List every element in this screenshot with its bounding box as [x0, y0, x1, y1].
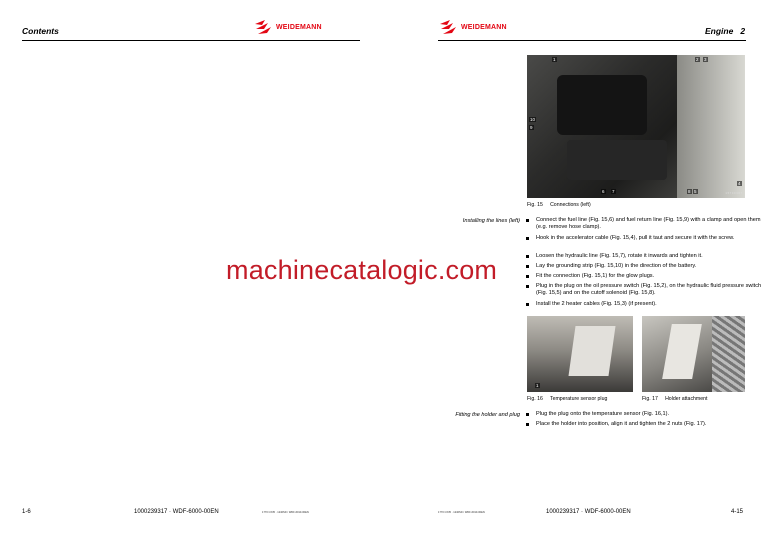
fig15-callout-6: 6: [602, 189, 605, 194]
fig15-code: 1 5 7 0 0 3 8 7: [725, 192, 742, 195]
right-footer-page: 4-15: [731, 509, 744, 515]
fig17-photo: [642, 316, 745, 392]
fig15-callout-10: 10: [530, 117, 536, 122]
weidemann-logo-icon: [438, 19, 458, 35]
section1-title: Installing the lines (left): [462, 218, 520, 224]
weidemann-logo-icon: [253, 19, 273, 35]
watermark: machinecatalogic.com: [226, 255, 498, 285]
right-header-rule: [438, 40, 746, 41]
right-header-title: Engine 2: [705, 26, 746, 36]
fig15-callout-4: 4: [738, 181, 741, 186]
fig15-callout-9: 9: [530, 125, 533, 130]
section2-title: Fitting the holder and plug: [455, 412, 520, 418]
fig15-callout-2: 2: [696, 57, 699, 62]
fig16-photo: [527, 316, 633, 392]
section1-item: Install the 2 heater cables (Fig. 15,3) (if present).: [536, 301, 768, 308]
fig15-callout-3: 3: [704, 57, 707, 62]
fig15-callout-5: 5: [694, 189, 697, 194]
section1-item: Hook in the accelerator cable (Fig. 15,4), pull it taut and secure it with the screw.: [536, 235, 768, 242]
section1-item: Loosen the hydraulic line (Fig. 15,7), rotate it inwards and tighten it.: [536, 253, 768, 260]
fig15-callout-7: 7: [612, 189, 615, 194]
left-logo: [253, 19, 322, 35]
left-logo-text: WEIDEMANN: [276, 23, 322, 31]
left-header-rule: [22, 40, 360, 41]
right-footer-doc: 1000239317 · WDF-6000-00EN: [546, 509, 631, 515]
right-logo-text: WEIDEMANN: [461, 23, 507, 31]
fig15-photo: [527, 55, 745, 198]
section1-item: Connect the fuel line (Fig. 15,6) and fuel return line (Fig. 15,9) with a clamp and open them (e.g. remove hose clamp).: [536, 217, 768, 232]
right-logo: [438, 19, 507, 35]
section1-item: Lay the grounding strip (Fig. 15,10) in the direction of the battery.: [536, 263, 768, 270]
right-footer-small: 1770 CX35 · 1240SD / WDF-6010-00EN: [438, 511, 485, 514]
fig15-callout-8: 8: [688, 189, 691, 194]
left-header-title: Contents: [22, 26, 59, 36]
fig15-callout-1: 1: [553, 57, 556, 62]
section1-item: Plug in the plug on the oil pressure switch (Fig. 15,2), on the hydraulic fluid pressure switch (Fig. 15,5) and on the cutoff solenoid (Fig. 15,8).: [536, 283, 768, 298]
section1-item: Fit the connection (Fig. 15,1) for the glow plugs.: [536, 273, 768, 280]
left-footer-small: 1770 CX35 · 1240SD / WDF-6010-00EN: [262, 511, 309, 514]
fig16-callout-1: 1: [536, 383, 539, 388]
fig16-caption: Fig. 16 Temperature sensor plug: [527, 396, 608, 402]
left-footer-doc: 1000239317 · WDF-6000-00EN: [134, 509, 219, 515]
left-footer-page: 1-6: [22, 509, 31, 515]
section2-item: Place the holder into position, align it and tighten the 2 nuts (Fig. 17).: [536, 421, 768, 428]
fig17-caption: Fig. 17 Holder attachment: [642, 396, 708, 402]
fig15-caption: Fig. 15 Connections (left): [527, 202, 591, 208]
section2-item: Plug the plug onto the temperature sensor (Fig. 16,1).: [536, 411, 768, 418]
